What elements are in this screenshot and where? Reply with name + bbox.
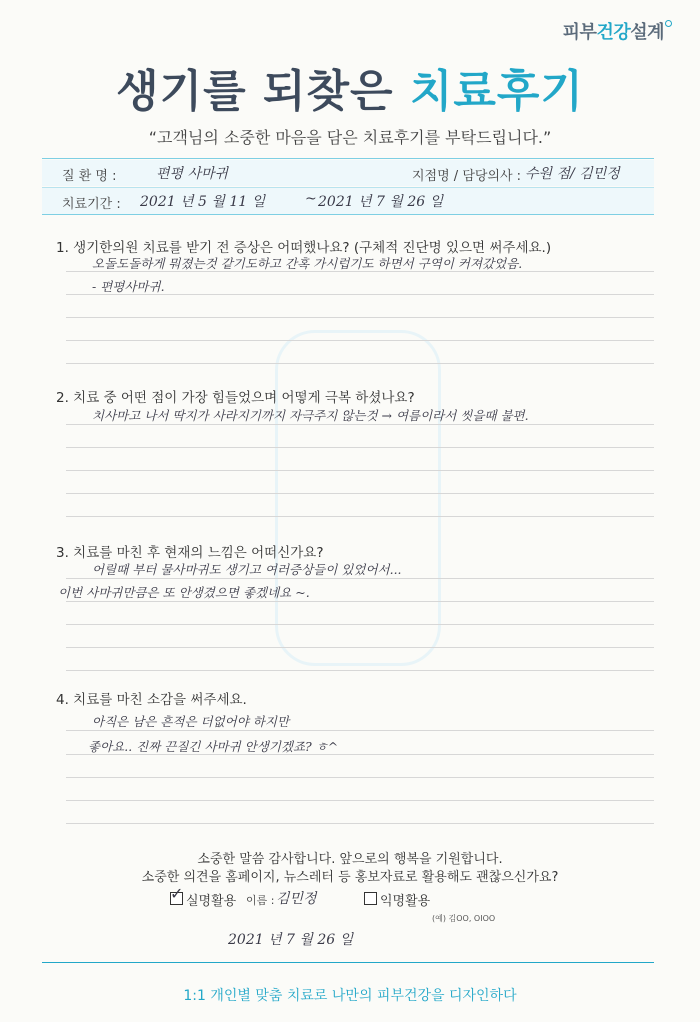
question-3-answer-2: 이번 사마귀만큼은 또 안생겼으면 좋겠네요 ~. (58, 585, 310, 600)
closing-line-2: 소중한 의견을 홈페이지, 뉴스레터 등 홍보자료로 활용해도 괜찮으신가요? (141, 870, 559, 885)
page-title (0, 55, 700, 119)
answer-line (66, 754, 654, 755)
header-bottom-rule (42, 214, 654, 215)
footer-rule (42, 962, 654, 963)
answer-line (66, 647, 654, 648)
branch-label: 지점명 / 담당의사 : (412, 169, 522, 184)
question-2-label: 2. 치료 중 어떤 점이 가장 힘들었으며 어떻게 극복 하셨나요? (56, 390, 415, 406)
check-mark-icon: ✓ (170, 884, 184, 903)
question-4-answer-2: 좋아요.. 진짜 끈질긴 사마귀 안생기겠죠? ㅎ^ (88, 739, 339, 754)
period-label: 치료기간 : (62, 197, 121, 212)
period-end: 2021 년 7 월 26 일 (318, 194, 444, 210)
answer-line (66, 470, 654, 471)
header-top-rule (42, 158, 654, 159)
brand-text-plain: 피부 (562, 22, 597, 43)
footer-slogan: 1:1 개인별 맞춤 치료로 나만의 피부건강을 디자인하다 (183, 988, 517, 1004)
answer-line (66, 823, 654, 824)
real-name-label: 실명활용 (186, 894, 237, 909)
question-3-answer-1: 어릴때 부터 물사마귀도 생기고 여러증상들이 있었어서... (92, 562, 402, 577)
answer-line (66, 317, 654, 318)
title-part2: 치료후기 (409, 66, 584, 117)
answer-line (66, 578, 654, 579)
answer-line (66, 294, 654, 295)
question-1-answer-2: - 편평사마귀. (92, 279, 165, 294)
answer-line (66, 447, 654, 448)
anonymous-label: 익명활용 (380, 894, 431, 909)
answer-line (66, 516, 654, 517)
signature-date: 2021 년 7 월 26 일 (228, 932, 354, 948)
answer-line (66, 493, 654, 494)
question-3-label: 3. 치료를 마친 후 현재의 느낌은 어떠신가요? (56, 545, 324, 561)
answer-line (66, 363, 654, 364)
title-part1: 생기를 되찾은 (116, 66, 410, 117)
question-4-answer-1: 아직은 남은 흔적은 더없어야 하지만 (92, 714, 290, 729)
question-4-label: 4. 치료를 마친 소감을 써주세요. (56, 692, 247, 708)
brand-text-accent: 건강 (596, 22, 631, 43)
answer-line (66, 624, 654, 625)
name-label: 이름 : (246, 894, 275, 907)
period-separator: ~ (305, 191, 317, 207)
name-value: 김민정 (276, 891, 317, 907)
question-1-answer-1: 오돌도돌하게 뭐졌는것 같기도하고 간혹 가시럽기도 하면서 구역이 커져갔었음. (92, 256, 523, 271)
answer-line (66, 670, 654, 671)
period-start: 2021 년 5 월 11 일 (140, 194, 266, 210)
branch-value: 수원 점/ 김민정 (525, 166, 620, 182)
answer-line (66, 777, 654, 778)
brand-text-tail: 설계 (630, 22, 664, 43)
closing-line-1: 소중한 말씀 감사합니다. 앞으로의 행복을 기원합니다. (197, 852, 503, 867)
answer-line (66, 340, 654, 341)
answer-line (66, 601, 654, 602)
page-subtitle: “고객님의 소중한 마음을 담은 치료후기를 부탁드립니다.” (148, 128, 552, 147)
disease-value: 편평 사마귀 (156, 166, 229, 182)
answer-line (66, 424, 654, 425)
answer-line (66, 800, 654, 801)
anonymous-checkbox[interactable] (364, 892, 377, 905)
question-2-answer-1: 치사마고 나서 딱지가 사라지기까지 자극주지 않는것 → 여름이라서 씻을때 불편. (92, 408, 529, 423)
answer-line (66, 271, 654, 272)
example-text: (예) 김OO, OIOO (432, 914, 496, 923)
brand-dot-icon (665, 20, 672, 27)
watermark-shape (275, 330, 441, 666)
brand-logo (563, 18, 664, 44)
disease-label: 질 환 명 : (62, 169, 117, 184)
answer-line (66, 730, 654, 731)
question-1-label: 1. 생기한의원 치료를 받기 전 증상은 어떠했나요? (구체적 진단명 있으면 써주세요.) (56, 240, 552, 256)
